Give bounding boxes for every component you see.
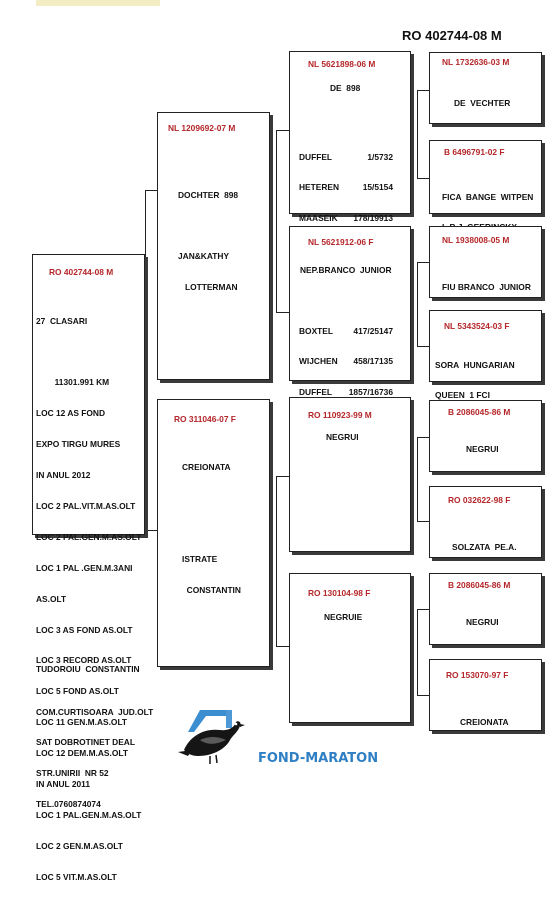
text-line: CREIONATA: [460, 716, 509, 727]
pedigree-notes: [182, 441, 241, 616]
text-line: [182, 492, 241, 502]
text-line: [178, 220, 238, 230]
text-line: LOC 3 RECORD AS.OLT: [36, 655, 132, 666]
result-row: [299, 326, 393, 336]
ss-sire-card: [429, 52, 542, 124]
result-row: [299, 152, 393, 162]
ring-number: NL 1209692-07 M: [168, 123, 236, 133]
result-place: DUFFEL: [299, 151, 333, 162]
ring-number: RO 402744-08 M: [49, 267, 114, 277]
text-line: QUEEN 1 FCI: [435, 390, 490, 401]
ds-sire-card: [429, 400, 542, 472]
ring-number: RO 032622-98 F: [448, 495, 511, 505]
result-row: [299, 213, 393, 223]
connector-line: [417, 90, 429, 91]
connector-line: [417, 609, 429, 610]
pigeon-name: DE 898: [330, 83, 361, 93]
text-line: LOC 12 AS FOND: [36, 408, 106, 419]
result-value: 15/5154: [362, 182, 393, 193]
result-row: [299, 356, 393, 366]
pedigree-notes: [442, 261, 531, 312]
connector-line: [417, 437, 418, 521]
connector-line: [417, 609, 418, 695]
connector-line: [145, 190, 157, 191]
ring-number: NL 1938008-05 M: [442, 235, 510, 245]
connector-line: [417, 90, 418, 178]
ring-number: NL 5621898-06 M: [308, 59, 376, 69]
top-color-band: [36, 0, 160, 6]
pedigree-notes: [178, 169, 238, 313]
result-value: 178/19913: [353, 213, 393, 224]
header-ring-number: RO 402744-08 M: [402, 28, 502, 43]
pedigree-notes: [452, 521, 517, 572]
text-line: NEGRUI: [466, 443, 499, 454]
text-line: SOLZATA PE.A.: [452, 541, 517, 552]
connector-line: [276, 646, 289, 647]
text-line: LOC 1 PAL .GEN.M.3ANI: [36, 562, 133, 573]
text-line: 27 CLASARI: [36, 315, 88, 326]
ss-dam-card: [429, 140, 542, 214]
connector-line: [417, 346, 429, 347]
text-line: ISTRATE: [182, 554, 218, 565]
text-line: LOC 3 AS FOND AS.OLT: [36, 624, 133, 635]
brand-wordmark: FOND-MARATON: [258, 751, 379, 766]
text-line: JAN&KATHY: [178, 251, 230, 262]
result-value: 458/17135: [353, 356, 393, 367]
connector-line: [276, 130, 289, 131]
address-line: SAT DOBROTINET DEAL: [36, 737, 135, 748]
connector-line: [417, 695, 429, 696]
ring-number: NL 1732636-03 M: [442, 57, 510, 67]
text-line: LOC 11 GEN.M.AS.OLT: [36, 717, 128, 728]
text-line: [438, 128, 531, 138]
pigeon-logo-icon: [170, 706, 256, 768]
ring-number: RO 130104-98 F: [308, 588, 371, 598]
ring-number: B 6496791-02 F: [444, 147, 505, 157]
text-line: FICA BANGE WITPEN: [442, 191, 534, 202]
connector-line: [417, 262, 429, 263]
ring-number: B 2086045-86 M: [448, 407, 511, 417]
text-line: AS.OLT: [36, 593, 67, 604]
result-place: WIJCHEN: [299, 356, 338, 367]
sire-dam-card: [289, 226, 411, 398]
connector-line: [417, 437, 429, 438]
text-line: LOC 2 PAL.GEN.M.AS.OLT: [36, 531, 142, 542]
connector-line: [276, 130, 277, 312]
text-line: LOC 5 VIT.M.AS.OLT: [36, 871, 117, 882]
pigeon-name: NEP.BRANCO JUNIOR: [300, 265, 392, 275]
address-line: TEL.0760874074: [36, 799, 101, 810]
text-line: LOTTERMAN: [178, 282, 238, 293]
result-place: HETEREN: [299, 182, 340, 193]
connector-line: [417, 262, 418, 346]
text-line: [466, 647, 511, 657]
connector-line: [417, 521, 429, 522]
text-line: [466, 474, 511, 484]
text-line: CONSTANTIN: [182, 585, 241, 596]
result-row: [299, 182, 393, 192]
text-line: FIU BRANCO JUNIOR: [442, 281, 531, 292]
dam-card: [157, 399, 270, 667]
text-line: DE VECHTER: [454, 97, 511, 108]
text-line: LOC 2 GEN.M.AS.OLT: [36, 840, 123, 851]
ring-number: B 2086045-86 M: [448, 580, 511, 590]
address-line: COM.CURTISOARA JUD.OLT: [36, 706, 154, 717]
text-line: [36, 346, 141, 356]
text-line: IN ANUL 2011: [36, 778, 90, 789]
text-line: LOC 2 PAL.VIT.M.AS.OLT: [36, 500, 136, 511]
text-line: EXPO TIRGU MURES: [36, 439, 121, 450]
ring-number: NL 5621912-06 F: [308, 237, 374, 247]
connector-line: [276, 312, 289, 313]
ring-number: NL 5343524-03 F: [444, 321, 510, 331]
result-value: 1857/16736: [348, 387, 393, 398]
connector-line: [417, 178, 429, 179]
connector-line: [145, 530, 157, 531]
dam-sire-card: [289, 397, 411, 552]
text-line: LOC 12 DEM.M.AS.OLT: [36, 748, 128, 759]
result-place: MAASEIK: [299, 213, 338, 224]
text-line: IN ANUL 2012: [36, 470, 91, 481]
sd-dam-card: [429, 310, 542, 401]
pedigree-notes: [460, 696, 509, 747]
sire-card: [157, 112, 270, 380]
connector-line: [276, 476, 277, 646]
text-line: NEGRUI: [466, 616, 499, 627]
sd-sire-card: [429, 226, 542, 298]
sire-sire-card: [289, 51, 411, 224]
text-line: 11301.991 KM: [36, 377, 110, 388]
result-value: 417/25147: [353, 325, 393, 336]
dam-dam-card: [289, 573, 411, 723]
dd-sire-card: [429, 573, 542, 645]
address-line: STR.UNIRII NR 52: [36, 768, 109, 779]
text-line: DOCHTER 898: [178, 189, 239, 200]
text-line: LOC 5 FOND AS.OLT: [36, 686, 119, 697]
connector-line: [276, 476, 289, 477]
result-value: 1/5732: [367, 151, 393, 162]
connector-line: [145, 190, 146, 530]
ring-number: RO 153070-97 F: [446, 670, 509, 680]
result-place: BOXTEL: [299, 325, 333, 336]
text-line: SORA HUNGARIAN: [435, 359, 515, 370]
pigeon-name: NEGRUIE: [324, 612, 363, 622]
dd-dam-card: [429, 659, 542, 731]
ring-number: RO 311046-07 F: [174, 414, 236, 424]
owner-name: TUDOROIU CONSTANTIN: [36, 664, 140, 674]
result-place: DUFFEL: [299, 387, 333, 398]
owner-address: [36, 686, 153, 820]
ds-dam-card: [429, 486, 542, 558]
ring-number: RO 110923-99 M: [308, 410, 372, 420]
pigeon-name: NEGRUI: [326, 432, 359, 442]
text-line: LOC 1 PAL.GEN.M.AS.OLT: [36, 809, 142, 820]
text-line: [182, 523, 241, 533]
text-line: CREIONATA: [182, 461, 231, 472]
